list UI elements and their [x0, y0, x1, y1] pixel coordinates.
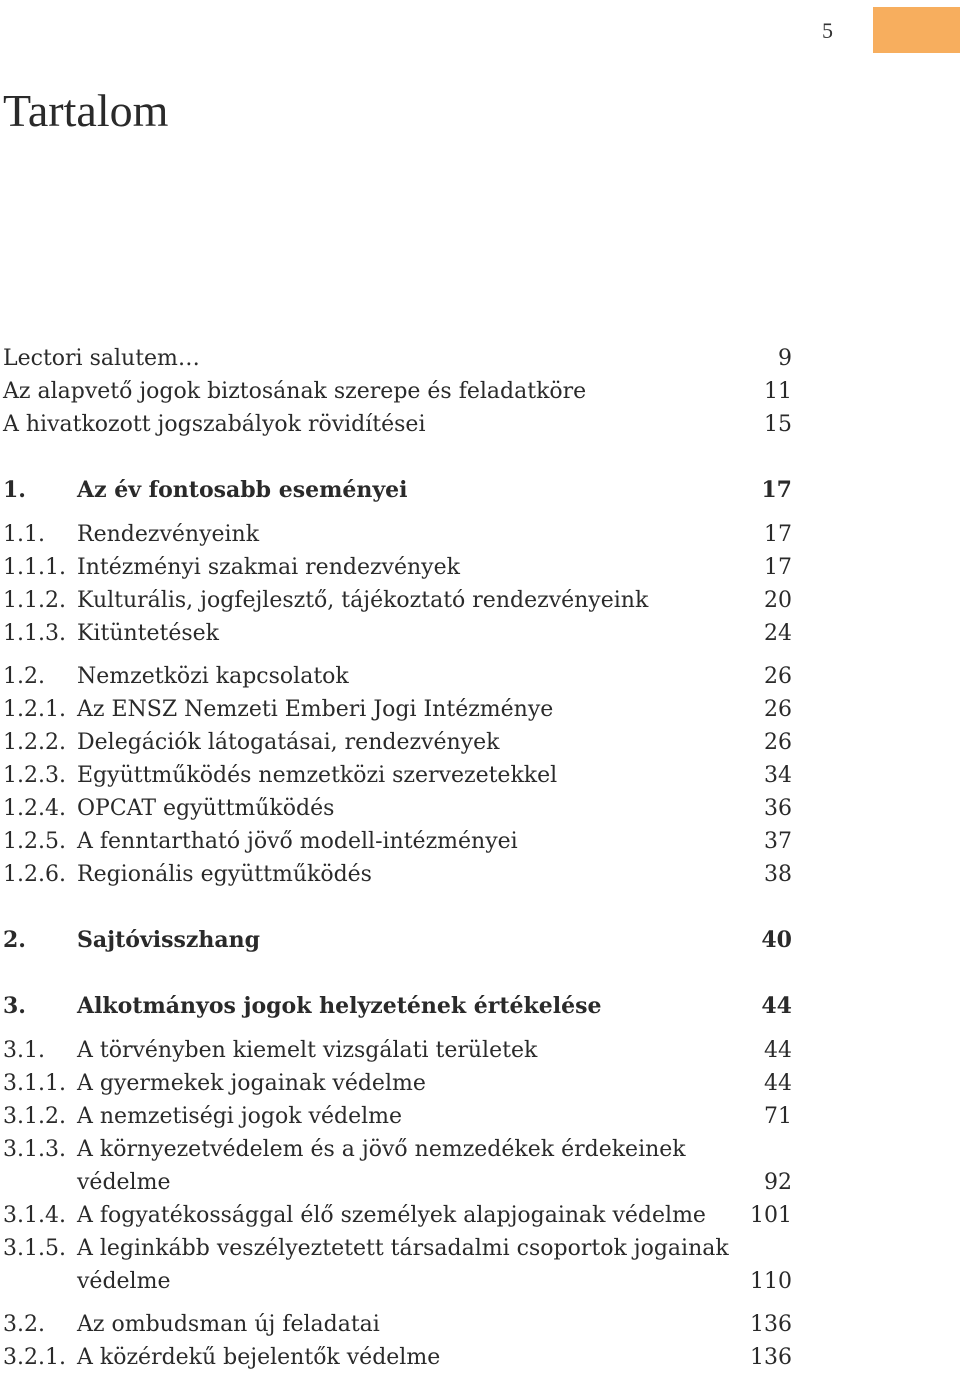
toc-entry-label: Kulturális, jogfejlesztő, tájékoztató rendezvényeink — [77, 588, 649, 613]
toc-entry-number: 3.1. — [3, 1038, 45, 1063]
toc-entry-page: 110 — [750, 1269, 792, 1294]
toc-entry — [0, 1308, 800, 1341]
toc-entry — [0, 617, 800, 650]
toc-entry-number: 1. — [3, 477, 26, 503]
toc-entry-label: Alkotmányos jogok helyzetének értékelése — [77, 993, 602, 1019]
toc-entry-number: 1.2.5. — [3, 829, 66, 854]
toc-entry — [0, 1265, 800, 1298]
toc-entry-number: 3.1.1. — [3, 1071, 66, 1096]
toc-entry-number: 3. — [3, 993, 26, 1019]
toc-entry-label: védelme — [77, 1170, 171, 1195]
toc-entry — [0, 1232, 800, 1265]
toc-entry-number: 1.2.4. — [3, 796, 66, 821]
toc-entry-label: Rendezvényeink — [77, 522, 260, 547]
toc-entry-number: 3.2.1. — [3, 1345, 66, 1370]
toc-entry — [0, 518, 800, 551]
toc-entry — [0, 1166, 800, 1199]
toc-entry-label: A hivatkozott jogszabályok rövidítései — [3, 412, 426, 437]
toc-entry-label: Nemzetközi kapcsolatok — [77, 664, 349, 689]
toc-entry-page: 9 — [778, 346, 792, 371]
toc-entry — [0, 1067, 800, 1100]
toc-entry — [0, 660, 800, 693]
toc-entry-page: 17 — [764, 555, 792, 580]
toc-entry-label: Delegációk látogatásai, rendezvények — [77, 730, 500, 755]
toc-entry-page: 44 — [761, 993, 792, 1019]
toc-entry-label: Intézményi szakmai rendezvények — [77, 555, 460, 580]
toc-entry-page: 136 — [750, 1312, 792, 1337]
toc-entry — [0, 474, 800, 507]
toc-entry-label: Együttműködés nemzetközi szervezetekkel — [77, 763, 558, 788]
toc-entry-page: 40 — [761, 927, 792, 953]
toc-entry — [0, 551, 800, 584]
toc-entry-number: 2. — [3, 927, 26, 953]
toc-entry-label: Regionális együttműködés — [77, 862, 372, 887]
toc-entry-label: Az ombudsman új feladatai — [77, 1312, 380, 1337]
toc-entry-number: 1.1.2. — [3, 588, 66, 613]
toc-entry — [0, 858, 800, 891]
page-number: 5 — [822, 18, 833, 43]
toc-entry-label: A gyermekek jogainak védelme — [77, 1071, 426, 1096]
toc-entry-page: 37 — [764, 829, 792, 854]
toc-entry-number: 1.2.3. — [3, 763, 66, 788]
toc-entry-page: 24 — [764, 621, 792, 646]
toc-entry-label: Az alapvető jogok biztosának szerepe és feladatköre — [3, 379, 587, 404]
toc-entry-number: 1.2.2. — [3, 730, 66, 755]
toc-entry-page: 26 — [764, 697, 792, 722]
toc-entry-page: 26 — [764, 730, 792, 755]
toc-entry-number: 3.1.3. — [3, 1137, 66, 1162]
toc-entry-label: A törvényben kiemelt vizsgálati területek — [77, 1038, 538, 1063]
toc-entry-number: 1.1.3. — [3, 621, 66, 646]
toc-entry — [0, 1199, 800, 1232]
toc-entry-label: Lectori salutem… — [3, 346, 200, 371]
toc-entry-label: A leginkább veszélyeztetett társadalmi csoportok jogainak — [77, 1236, 729, 1261]
toc-entry — [0, 759, 800, 792]
toc-entry-label: Kitüntetések — [77, 621, 220, 646]
toc-entry-page: 38 — [764, 862, 792, 887]
toc-entry — [0, 375, 800, 408]
toc-entry-page: 44 — [764, 1071, 792, 1096]
toc-entry-number: 1.2. — [3, 664, 45, 689]
toc-entry-page: 136 — [750, 1345, 792, 1370]
toc-entry-label: védelme — [77, 1269, 171, 1294]
toc-entry-page: 17 — [764, 522, 792, 547]
toc-entry-page: 71 — [764, 1104, 792, 1129]
toc-entry-page: 17 — [761, 477, 792, 503]
toc-entry — [0, 1034, 800, 1067]
toc-entry-label: A fenntartható jövő modell-intézményei — [77, 829, 518, 854]
toc-entry-page: 26 — [764, 664, 792, 689]
toc-entry-page: 44 — [764, 1038, 792, 1063]
toc-entry — [0, 342, 800, 375]
toc-entry — [0, 726, 800, 759]
toc-entry-number: 1.1.1. — [3, 555, 66, 580]
toc-entry-label: Az ENSZ Nemzeti Emberi Jogi Intézménye — [77, 697, 554, 722]
toc-entry-number: 3.2. — [3, 1312, 45, 1337]
toc-entry-label: Sajtóvisszhang — [77, 927, 260, 953]
page-title: Tartalom — [3, 85, 169, 136]
toc-entry — [0, 693, 800, 726]
toc-entry-number: 3.1.2. — [3, 1104, 66, 1129]
toc-entry-number: 1.2.6. — [3, 862, 66, 887]
toc-entry-label: A környezetvédelem és a jövő nemzedékek érdekeinek — [77, 1137, 686, 1162]
toc-entry — [0, 924, 800, 957]
toc-entry — [0, 1100, 800, 1133]
toc-entry-number: 3.1.4. — [3, 1203, 66, 1228]
toc-entry-number: 3.1.5. — [3, 1236, 66, 1261]
toc-entry-label: OPCAT együttműködés — [77, 796, 335, 821]
toc-entry-page: 101 — [750, 1203, 792, 1228]
toc-entry-label: Az év fontosabb eseményei — [77, 477, 408, 503]
toc-entry — [0, 792, 800, 825]
toc-entry-label: A közérdekű bejelentők védelme — [77, 1345, 441, 1370]
toc-entry-page: 34 — [764, 763, 792, 788]
toc-entry-page: 15 — [764, 412, 792, 437]
toc-entry-number: 1.2.1. — [3, 697, 66, 722]
toc-entry-number: 1.1. — [3, 522, 45, 547]
toc-entry-page: 11 — [764, 379, 792, 404]
toc-entry — [0, 990, 800, 1023]
toc-entry-page: 20 — [764, 588, 792, 613]
toc-entry — [0, 825, 800, 858]
toc-entry-page: 92 — [764, 1170, 792, 1195]
toc-entry-label: A nemzetiségi jogok védelme — [77, 1104, 403, 1129]
toc-entry-label: A fogyatékossággal élő személyek alapjogainak védelme — [77, 1203, 706, 1228]
accent-tab — [873, 7, 960, 53]
toc-entry — [0, 408, 800, 441]
toc-entry-page: 36 — [764, 796, 792, 821]
toc-entry — [0, 1341, 800, 1374]
toc-entry — [0, 584, 800, 617]
toc-entry — [0, 1133, 800, 1166]
